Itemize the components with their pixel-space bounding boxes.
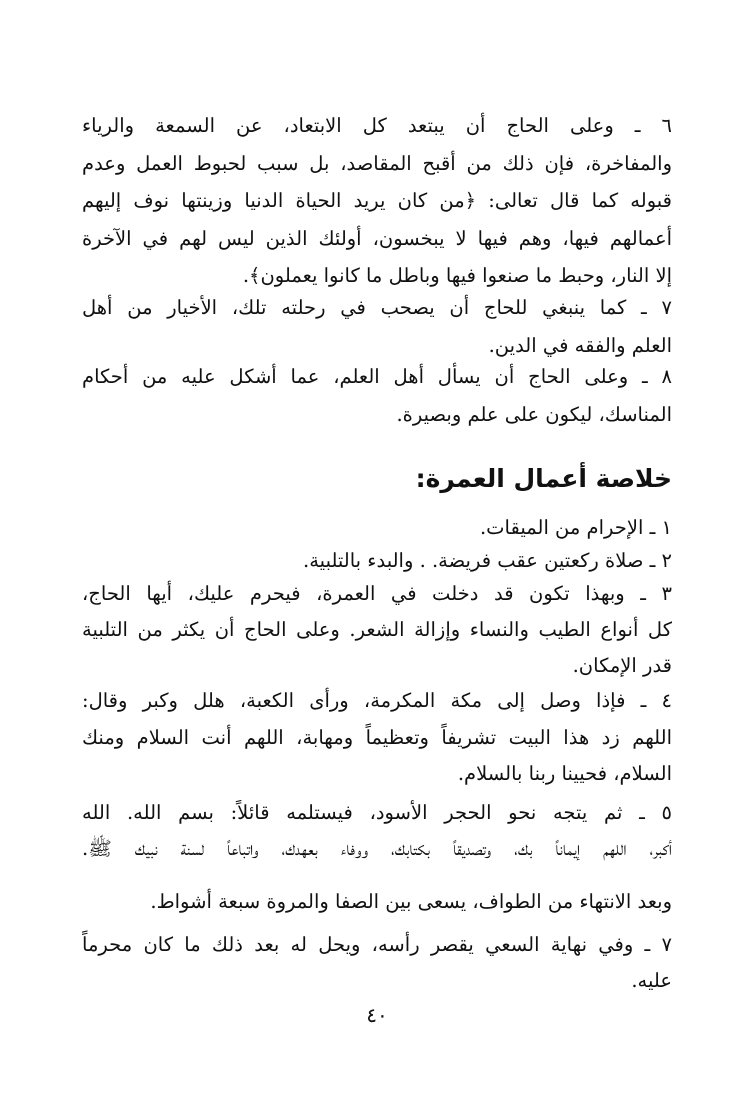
list-item-line: اللهم زد هذا البيت تشريفاً وتعظيماً ومهابة، اللهم أنت السلام ومنك [82, 726, 672, 749]
paragraph-line: العلم والفقه في الدين. [488, 334, 672, 357]
list-item: ٢ ـ صلاة ركعتين عقب فريضة. . والبدء بالتلبية. [303, 549, 672, 572]
paragraph-line: المناسك، ليكون على علم وبصيرة. [396, 403, 672, 426]
list-item: ١ ـ الإحرام من الميقات. [479, 516, 672, 539]
umrah-summary-heading: خلاصة أعمال العمرة: [415, 464, 672, 493]
page-number: ٤٠ [366, 1003, 388, 1027]
paragraph-line: ٨ ـ وعلى الحاج أن يسأل أهل العلم، عما أشكل عليه من أحكام [82, 365, 672, 388]
list-item-line: قدر الإمكان. [572, 654, 672, 677]
list-item-line: أكبر، اللهم إيماناً بك، وتصديقاً بكتابك، ووفاء بعهدك، واتباعاً لسنة نبيك ﷺ. [82, 837, 672, 860]
list-item-line: ٧ ـ وفي نهاية السعي يقصر رأسه، ويحل له بعد ذلك ما كان محرماً [82, 933, 672, 956]
paragraph-line: أعمالهم فيها، وهم فيها لا يبخسون، أولئك الذين ليس لهم في الآخرة [82, 227, 672, 250]
paragraph-line: وبعد الانتهاء من الطواف، يسعى بين الصفا والمروة سبعة أشواط. [150, 890, 672, 913]
list-item-line: ٤ ـ فإذا وصل إلى مكة المكرمة، ورأى الكعبة، هلل وكبر وقال: [82, 689, 672, 712]
paragraph-line: ٦ ـ وعلى الحاج أن يبتعد كل الابتعاد، عن السمعة والرياء [82, 114, 672, 137]
list-item-line: ٥ ـ ثم يتجه نحو الحجر الأسود، فيستلمه قائلاً: بسم الله. الله [82, 801, 672, 824]
paragraph-line: قبوله كما قال تعالى: ﴿من كان يريد الحياة الدنيا وزينتها نوف إليهم [82, 189, 672, 212]
paragraph-line: إلا النار، وحبط ما صنعوا فيها وباطل ما كانوا يعملون﴾. [242, 264, 672, 287]
list-item-line: عليه. [631, 969, 672, 992]
list-item-line: ٣ ـ وبهذا تكون قد دخلت في العمرة، فيحرم عليك، أيها الحاج، [82, 582, 672, 605]
paragraph-line: ٧ ـ كما ينبغي للحاج أن يصحب في رحلته تلك، الأخيار من أهل [82, 296, 672, 319]
list-item-line: السلام، فحيينا ربنا بالسلام. [457, 762, 672, 785]
list-item-line: كل أنواع الطيب والنساء وإزالة الشعر. وعلى الحاج أن يكثر من التلبية [82, 618, 672, 641]
paragraph-line: والمفاخرة، فإن ذلك من أقبح المقاصد، بل سبب لحبوط العمل وعدم [82, 152, 672, 175]
